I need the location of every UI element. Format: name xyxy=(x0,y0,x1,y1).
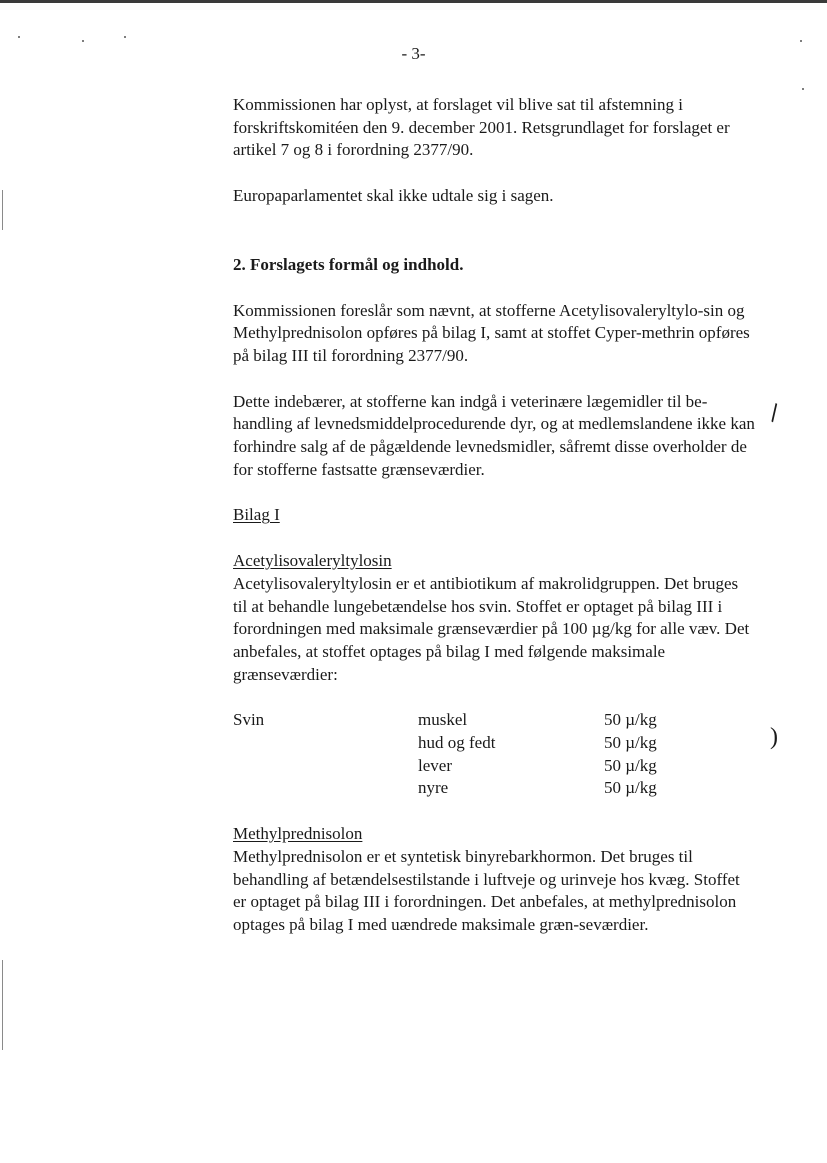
substance-heading-acetylisovaleryltylosin: Acetylisovaleryltylosin xyxy=(233,551,392,571)
annex-heading: Bilag I xyxy=(233,505,280,525)
table-row xyxy=(233,777,724,800)
top-border-line xyxy=(0,0,827,3)
page-number: - 3- xyxy=(401,44,426,63)
limit-cell: 50 µ/kg xyxy=(604,733,657,753)
tissue-cell: muskel xyxy=(418,710,468,730)
pen-mark: ) xyxy=(770,724,778,750)
scan-edge-line xyxy=(2,960,3,1050)
tissue-cell: lever xyxy=(418,755,452,775)
paragraph-vote: Kommissionen har oplyst, at forslaget vil blive sat til afstemning i forskriftskomitéen den 9. december 2001. Retsgrundlaget for forslaget er artikel 7 og 8 i forordning 2377/90. xyxy=(233,95,730,160)
scan-speck xyxy=(802,88,804,90)
scan-speck xyxy=(82,40,84,42)
section-heading: 2. Forslagets formål og indhold. xyxy=(233,254,464,274)
substance-heading-methylprednisolon: Methylprednisolon xyxy=(233,824,363,844)
scan-speck xyxy=(124,36,126,38)
species-cell: Svin xyxy=(233,710,265,730)
tissue-cell: nyre xyxy=(418,778,449,798)
paragraph-parliament: Europaparlamentet skal ikke udtale sig i sagen. xyxy=(233,186,554,206)
paragraph-methylprednisolon: Methylprednisolon er et syntetisk binyrebarkhormon. Det bruges til behandling af betændelsestilstande i luftveje og urinveje hos kvæg. Stoffet er optaget på bilag III i forordningen. Det anbefales, at methylprednisolon optages på bilag I med uændrede maksimale græn-seværdier. xyxy=(233,846,740,934)
paragraph-proposal: Kommissionen foreslår som nævnt, at stofferne Acetylisovaleryltylo-sin og Methylprednisolon opføres på bilag I, samt at stoffet Cyper-methrin opføres på bilag III til forordning 2377/90. xyxy=(233,300,750,365)
limit-cell: 50 µ/kg xyxy=(604,755,657,775)
limit-cell: 50 µ/kg xyxy=(604,710,657,730)
table-row xyxy=(233,755,724,778)
table-row xyxy=(233,732,724,755)
tissue-cell: hud og fedt xyxy=(418,733,496,753)
paragraph-acetylisovaleryltylosin: Acetylisovaleryltylosin er et antibiotikum af makrolidgruppen. Det bruges til at behandle lungebetændelse hos svin. Stoffet er optaget på bilag III i forordningen med maksimale grænseværdier på 100 µg/kg for alle væv. Det anbefales, at stoffet optages på bilag I med følgende maksimale grænseværdier: xyxy=(233,573,750,684)
scan-edge-line xyxy=(2,190,3,230)
scan-speck xyxy=(18,36,20,38)
paragraph-implications: Dette indebærer, at stofferne kan indgå i veterinære lægemidler til be-handling af levnedsmiddelprocedurende dyr, og at medlemslandene ikke kan forhindre salg af de pågældende levnedsmidler, såfremt disse overholder de for stofferne fastsatte grænseværdier. xyxy=(233,391,755,479)
limit-cell: 50 µ/kg xyxy=(604,778,657,798)
pen-mark: ∖ xyxy=(760,398,786,427)
table-row xyxy=(233,709,724,732)
scan-speck xyxy=(800,40,802,42)
residue-limits-table xyxy=(233,709,724,800)
document-body xyxy=(233,94,755,937)
